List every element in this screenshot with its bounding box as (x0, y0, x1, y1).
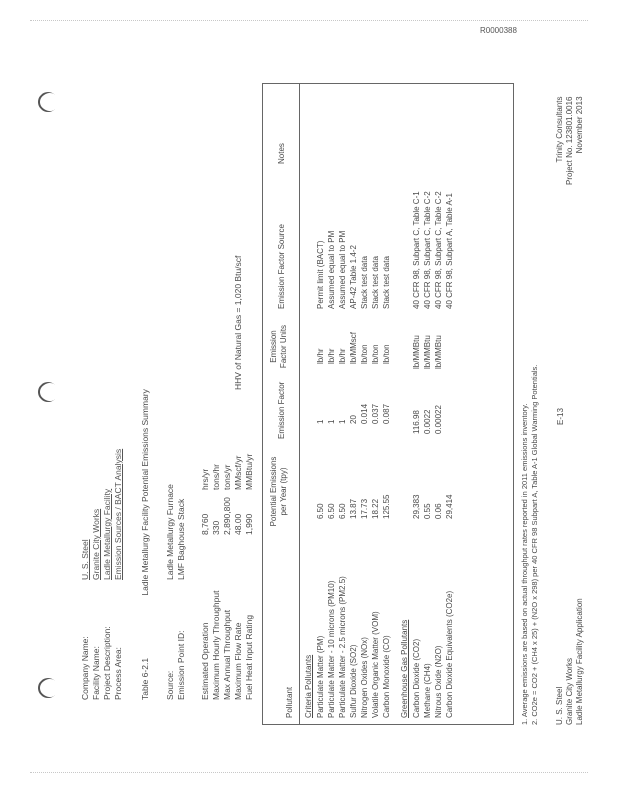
footnote: 2. CO2e = CO2 + (CH4 x 25) + (N2O x 298) per 40 CFR 98 Subpart A, Table A-1 Global Warming Potentials. (530, 364, 539, 725)
scan-edge-top (30, 20, 588, 21)
source-value: LMF Baghouse Stack (176, 498, 186, 580)
ef-cell: 0.0022 (423, 409, 432, 434)
source-row (176, 484, 187, 700)
parameter-unit: MMBtu/yr (244, 453, 254, 490)
parameter-value: 330 (211, 520, 221, 535)
source-cell: 40 CFR 98, Subpart C, Table C-1 (412, 191, 421, 309)
source-cell: Assumed equal to PM (338, 230, 347, 309)
parameter-unit: hrs/yr (200, 468, 210, 490)
footer-line: November 2013 (575, 96, 584, 154)
header-label: Facility Name: (91, 646, 101, 700)
parameter-unit: MMscf/yr (233, 455, 243, 490)
parameters-block (200, 255, 255, 700)
footer-line: U. S. Steel (555, 686, 564, 725)
column-header: Pollutant (285, 686, 294, 718)
source-cell: 40 CFR 98, Subpart C, Table C-2 (423, 191, 432, 309)
parameter-label: Maximum Flow Rate (233, 622, 243, 700)
parameter-label: Maximum Hourly Throughput (211, 590, 221, 700)
pollutant-cell: Methane (CH4) (423, 663, 432, 718)
parameter-value: 8,760 (200, 513, 210, 535)
parameter-row (200, 430, 211, 700)
footer-line: Granite City Works (565, 658, 574, 725)
pollutant-cell: Particulate Matter - 10 microns (PM10) (327, 580, 336, 718)
header-value: Emission Sources / BACT Analysis (113, 448, 123, 580)
source-block (165, 484, 187, 700)
parameter-label: Estimated Operation (200, 622, 210, 700)
pollutant-cell: Carbon Dioxide Equivalents (CO2e) (445, 590, 454, 718)
tpy-cell: 0.06 (434, 503, 443, 519)
header-row (102, 449, 113, 700)
column-header: Emission Factor Source (277, 224, 286, 309)
tpy-cell: 0.55 (423, 503, 432, 519)
scan-edge-bottom (30, 772, 588, 773)
table-row (315, 84, 326, 724)
rotated-page (40, 65, 584, 745)
units-cell: lb/hr (338, 348, 347, 364)
page-number: E-13 (556, 408, 565, 425)
ef-cell: 1 (338, 419, 347, 424)
pollutant-cell: Volatile Organic Matter (VOM) (371, 611, 380, 718)
table-row (422, 84, 433, 724)
header-value: Granite City Works (91, 508, 101, 580)
header-label: Process Area: (113, 647, 123, 700)
parameter-row (222, 430, 233, 700)
header-value: U. S. Steel (80, 539, 90, 580)
table-row (411, 84, 422, 724)
source-cell: 40 CFR 98, Subpart C, Table C-2 (434, 191, 443, 309)
ef-cell: 1 (316, 419, 325, 424)
tpy-cell: 29,383 (412, 494, 421, 519)
table-row (433, 84, 444, 724)
table-row (359, 84, 370, 724)
table-title-text: Ladle Metallurgy Facility Potential Emissions Summary (140, 389, 150, 596)
ef-cell: 0.00022 (434, 405, 443, 434)
pollutant-cell: Sulfur Dioxide (SO2) (349, 644, 358, 718)
column-header: Emission Factor (277, 381, 286, 439)
footnote: 1. Average emissions are based on actual throughput rates reported in 2011 emissions inventory. (520, 403, 529, 725)
footer-line: Project No. 123801.0016 (565, 96, 574, 185)
source-cell: AP-42 Table 1.4-2 (349, 245, 358, 309)
footer-line: Ladle Metallurgy Facility Application (575, 598, 584, 725)
ef-cell: 0.087 (382, 403, 391, 424)
ef-cell: 0.014 (360, 403, 369, 424)
parameter-label: Fuel Heat Input Rating (244, 614, 254, 700)
footer-line: Trinity Consultants (555, 96, 564, 163)
pollutant-cell: Carbon Dioxide (CO2) (412, 638, 421, 718)
source-cell: Stack test data (382, 256, 391, 309)
tpy-cell: 17.73 (360, 498, 369, 519)
table-row (326, 84, 337, 724)
table-row (337, 84, 348, 724)
parameter-unit: tons/yr (222, 464, 232, 490)
section-title: Criteria Pollutants (304, 654, 313, 718)
parameter-row (211, 430, 222, 700)
tpy-cell: 125.55 (382, 494, 391, 519)
section-title: Greenhouse Gas Pollutants (400, 619, 409, 718)
units-cell: lb/MMBtu (434, 335, 443, 369)
source-value: Ladle Metallurgy Furnace (165, 484, 175, 580)
header-row (113, 449, 124, 700)
pollutant-cell: Nitrous Oxide (N2O) (434, 645, 443, 718)
ef-cell: 1 (327, 419, 336, 424)
source-row (165, 484, 176, 700)
source-label: Source: (165, 670, 175, 700)
parameter-value: 48.00 (233, 513, 243, 535)
footer-left (555, 598, 585, 725)
source-cell: Stack test data (360, 256, 369, 309)
units-cell: lb/hr (316, 348, 325, 364)
table-number: Table 6-2.1 (140, 657, 150, 700)
table-row (370, 84, 381, 724)
table-header (263, 84, 300, 724)
table-title (140, 329, 151, 700)
parameter-unit: tons/hr (211, 464, 221, 490)
parameter-row (233, 430, 244, 700)
tpy-cell: 13.87 (349, 498, 358, 519)
parameter-row (244, 430, 255, 700)
pollutant-cell: Carbon Monoxide (CO) (382, 635, 391, 718)
ef-cell: 20 (349, 415, 358, 424)
tpy-cell: 29,414 (445, 494, 454, 519)
parameters-note: HHV of Natural Gas = 1,020 Btu/scf (233, 255, 243, 390)
column-header: Potential Emissions per Year (tpy) (269, 456, 288, 527)
source-cell: 40 CFR 98, Subpart A, Table A-1 (445, 193, 454, 309)
table-row (381, 84, 392, 724)
tpy-cell: 6.50 (338, 503, 347, 519)
pollutant-cell: Particulate Matter (PM) (316, 635, 325, 718)
document-number: R0000388 (480, 26, 517, 35)
parameter-value: 2,890,800 (222, 497, 232, 535)
tpy-cell: 6.50 (327, 503, 336, 519)
units-cell: lb/MMBtu (412, 335, 421, 369)
emissions-table (262, 83, 514, 725)
units-cell: lb/ton (360, 344, 369, 364)
parameter-label: Max Annual Throughput (222, 609, 232, 700)
ef-cell: 116.98 (412, 410, 421, 434)
header-label: Project Description: (102, 626, 112, 700)
footnotes (520, 85, 540, 725)
units-cell: lb/MMBtu (423, 335, 432, 369)
tpy-cell: 6.50 (316, 503, 325, 519)
parameter-value: 1,990 (244, 513, 254, 535)
source-label: Emission Point ID: (176, 630, 186, 700)
units-cell: lb/ton (371, 344, 380, 364)
units-cell: lb/hr (327, 348, 336, 364)
header-label: Company Name: (80, 636, 90, 700)
column-header: Emission Factor Units (269, 324, 288, 369)
header-block (80, 449, 124, 700)
table-row (348, 84, 359, 724)
ef-cell: 0.037 (371, 403, 380, 424)
units-cell: lb/MMscf (349, 332, 358, 364)
source-cell: Permit limit (BACT) (316, 240, 325, 309)
header-value: Ladle Metallurgy Facility (102, 488, 112, 580)
source-cell: Assumed equal to PM (327, 230, 336, 309)
header-row (91, 449, 102, 700)
tpy-cell: 18.22 (371, 498, 380, 519)
pollutant-cell: Nitrogen Oxides (NOx) (360, 637, 369, 718)
pollutant-cell: Particulate Matter - 2.5 microns (PM2.5) (338, 576, 347, 718)
header-row (80, 449, 91, 700)
units-cell: lb/ton (382, 344, 391, 364)
source-cell: Stack test data (371, 256, 380, 309)
table-row (444, 84, 455, 724)
column-header: Notes (277, 143, 286, 164)
footer-right (555, 96, 585, 185)
